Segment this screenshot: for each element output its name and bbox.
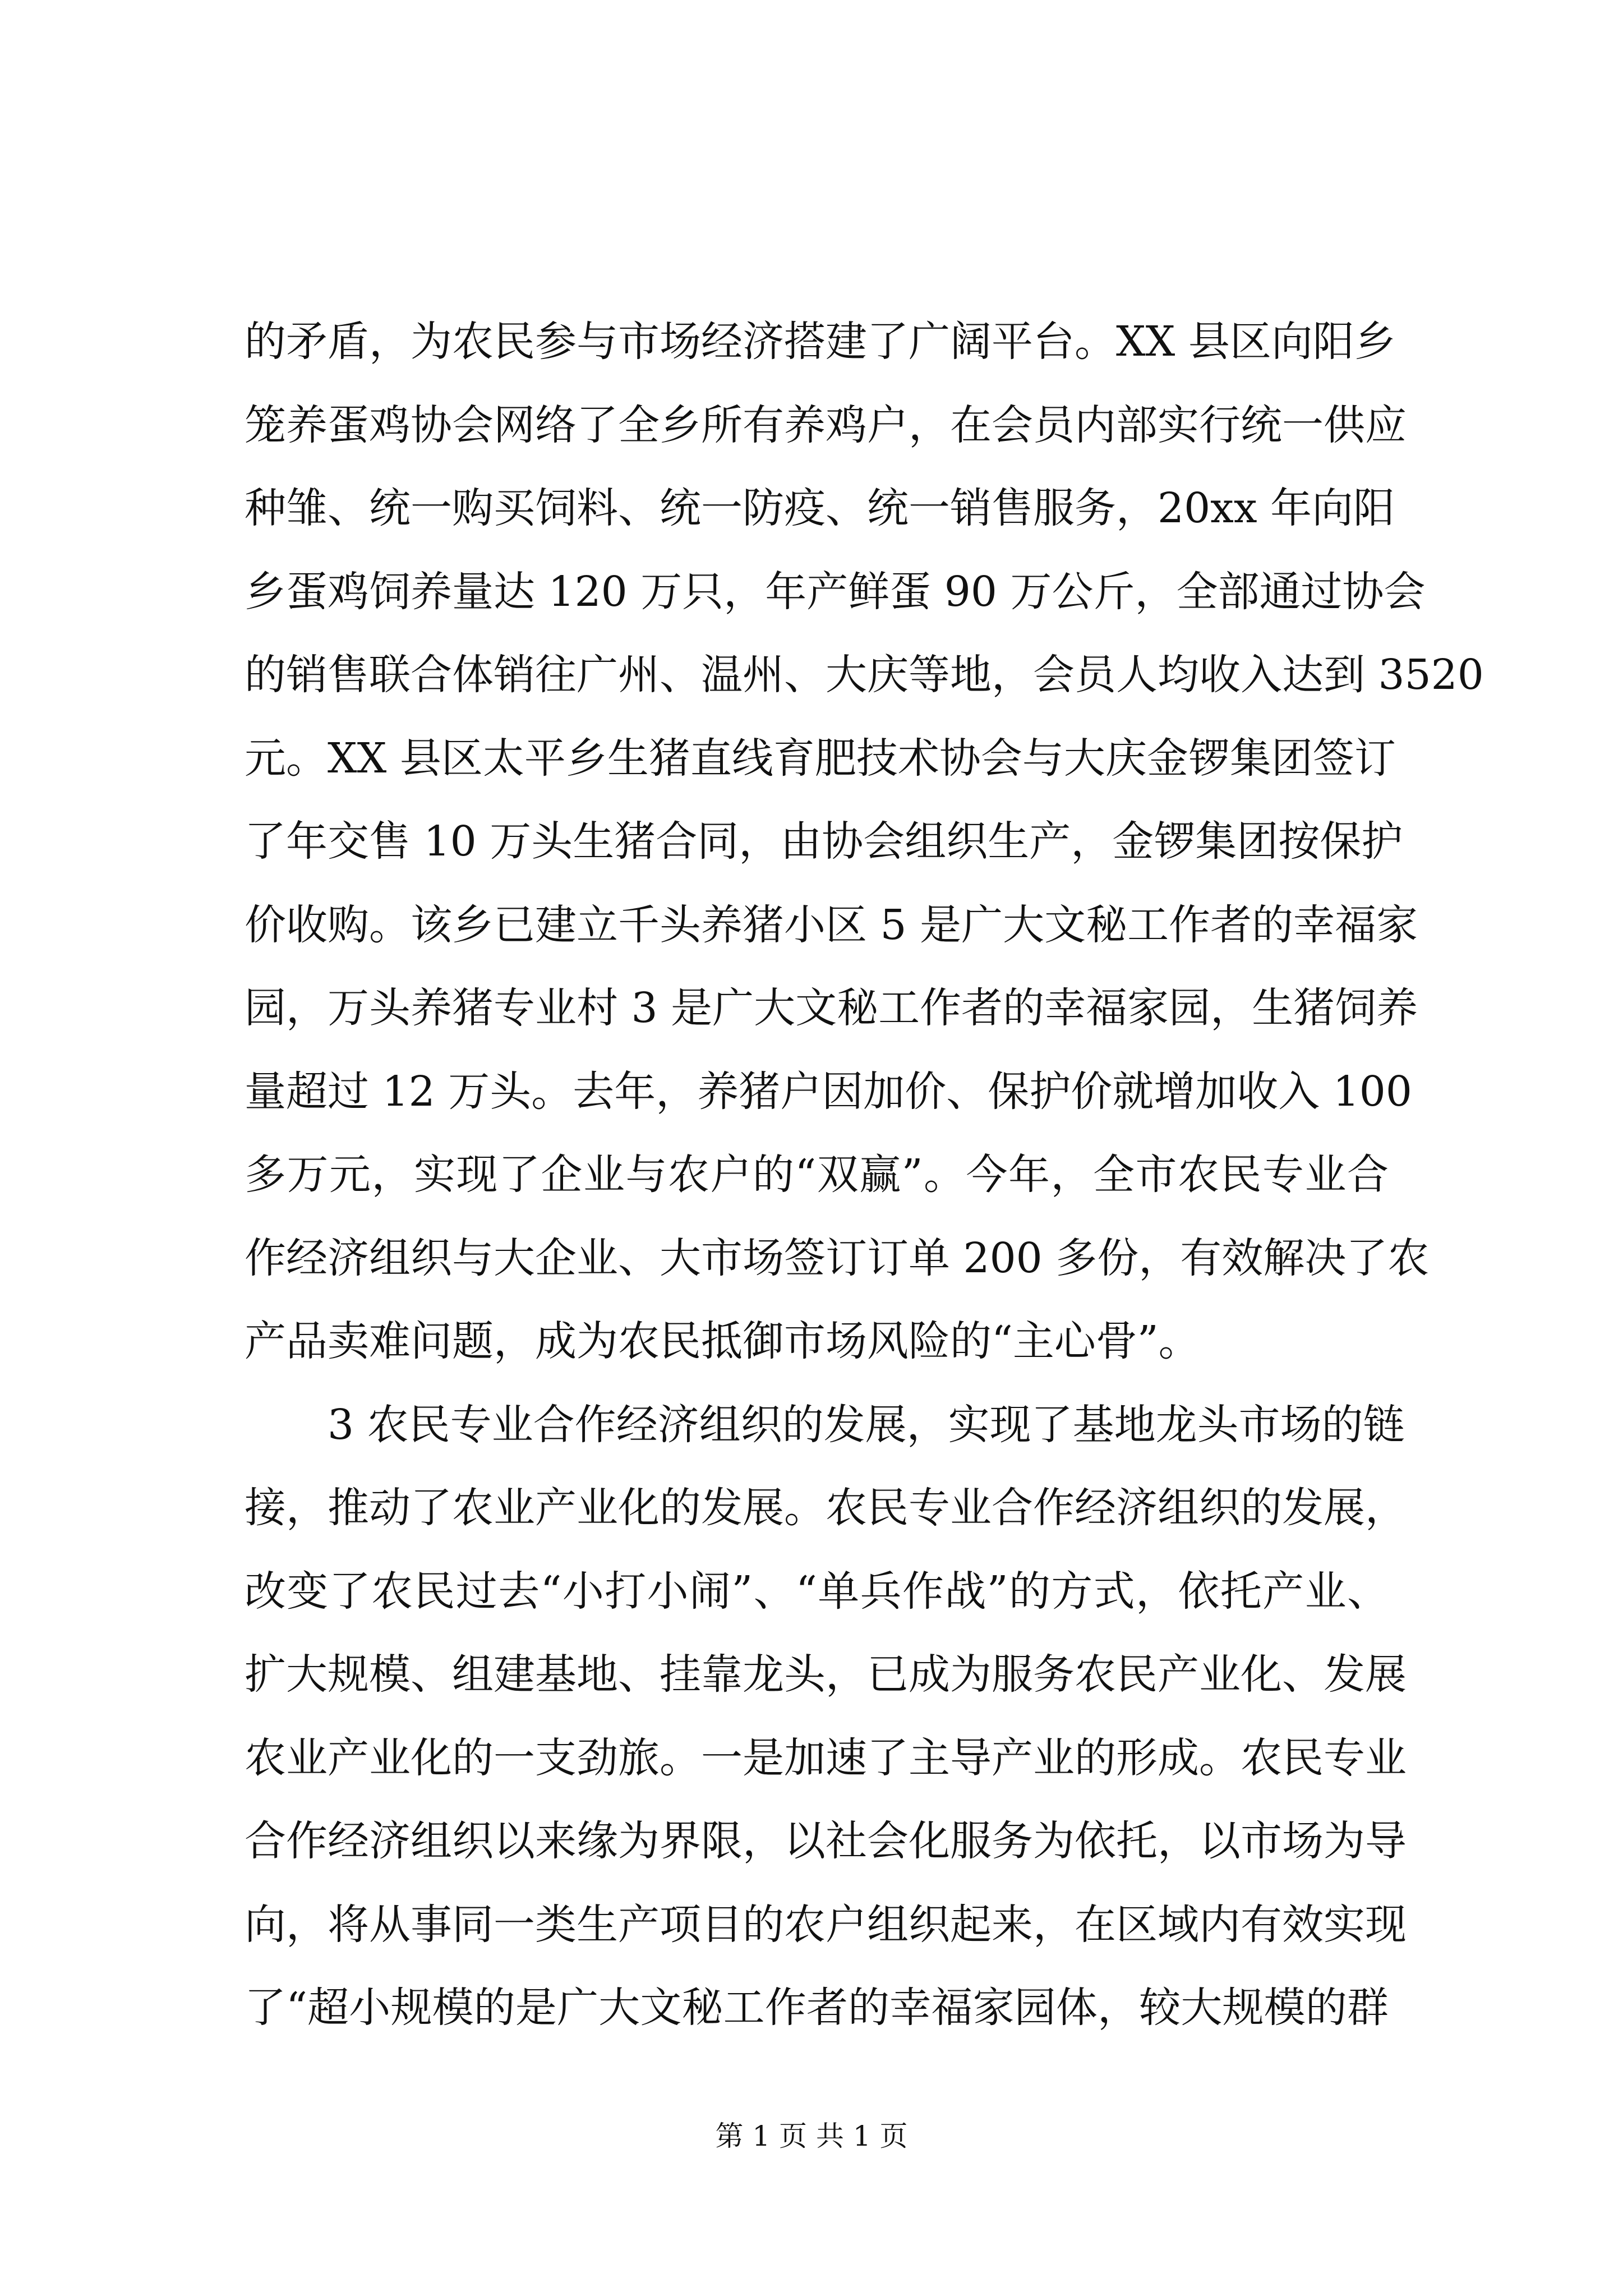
text-line: 元。XX 县区太平乡生猪直线育肥技术协会与大庆金锣集团签订 <box>245 734 1396 783</box>
page-footer: 第 1 页 共 1 页 <box>715 2120 908 2152</box>
text-line: 农业产业化的一支劲旅。一是加速了主导产业的形成。农民专业 <box>245 1733 1407 1782</box>
document-body <box>245 300 1484 2050</box>
text-line: 改变了农民过去“小打小闹”、“单兵作战”的方式，依托产业、 <box>245 1567 1389 1616</box>
text-line: 价收购。该乡已建立千头养猪小区 5 是广大文秘工作者的幸福家 <box>245 900 1418 949</box>
text-line: 种雏、统一购买饲料、统一防疫、统一销售服务，20xx 年向阳 <box>245 484 1395 532</box>
text-line: 乡蛋鸡饲养量达 120 万只，年产鲜蛋 90 万公斤，全部通过协会 <box>245 567 1426 616</box>
text-line: 合作经济组织以来缘为界限，以社会化服务为依托，以市场为导 <box>245 1817 1407 1865</box>
text-line: 接，推动了农业产业化的发展。农民专业合作经济组织的发展， <box>245 1484 1407 1532</box>
text-line: 向，将从事同一类生产项目的农户组织起来，在区域内有效实现 <box>245 1900 1407 1949</box>
text-line: 的矛盾，为农民参与市场经济搭建了广阔平台。XX 县区向阳乡 <box>245 318 1396 366</box>
text-line: 作经济组织与大企业、大市场签订订单 200 多份，有效解决了农 <box>245 1234 1430 1282</box>
paragraph-end-line: 产品卖难问题，成为农民抵御市场风险的“主心骨”。 <box>245 1317 1200 1365</box>
text-line: 了年交售 10 万头生猪合同，由协会组织生产，金锣集团按保护 <box>245 817 1403 866</box>
text-line: 多万元，实现了企业与农户的“双赢”。今年，全市农民专业合 <box>245 1151 1389 1199</box>
text-line: 笼养蛋鸡协会网络了全乡所有养鸡户，在会员内部实行统一供应 <box>245 401 1407 449</box>
text-line: 量超过 12 万头。去年，养猪户因加价、保护价就增加收入 100 <box>245 1067 1412 1116</box>
text-line: 扩大规模、组建基地、挂靠龙头，已成为服务农民产业化、发展 <box>245 1650 1407 1699</box>
text-line: 了“超小规模的是广大文秘工作者的幸福家园体，较大规模的群 <box>245 1984 1389 2032</box>
text-line: 园，万头养猪专业村 3 是广大文秘工作者的幸福家园，生猪饲养 <box>245 984 1418 1032</box>
paragraph-first-line: 3 农民专业合作经济组织的发展，实现了基地龙头市场的链 <box>328 1400 1405 1449</box>
text-line: 的销售联合体销往广州、温州、大庆等地，会员人均收入达到 3520 <box>245 651 1484 699</box>
